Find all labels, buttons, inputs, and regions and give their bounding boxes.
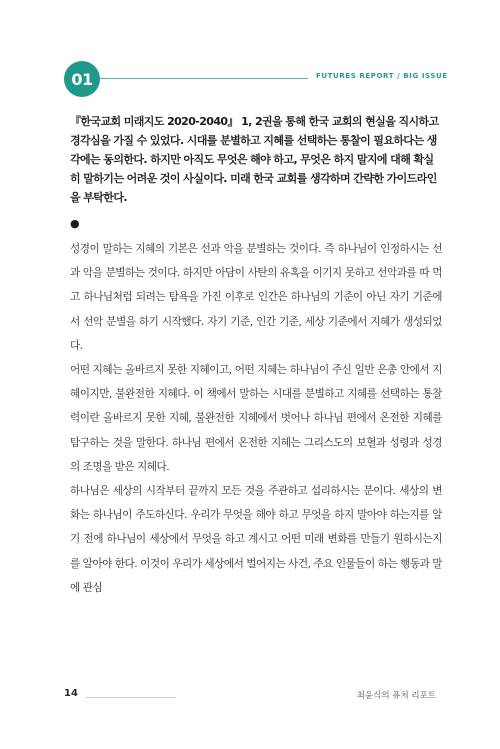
page-number: 14 xyxy=(64,688,78,699)
bullet-icon: ● xyxy=(70,217,80,230)
running-title: 최윤식의 퓨처 리포트 xyxy=(356,691,436,701)
header-divider xyxy=(100,78,308,79)
chapter-number-badge: 01 xyxy=(64,61,100,97)
lead-question: 『한국교회 미래지도 2020-2040』 1, 2권을 통해 한국 교회의 현실을 직시하고 경각심을 가질 수 있었다. 시대를 분별하고 지혜를 선택하는 통찰이 필요하다는 생각에는 동의한다. 하지만 아직도 무엇은 해야 하고, 무엇은 하지 말지에 대해 확실히 말하기는 어려운 것이 사실이다. 미래 한국 교회를 생각하며 간략한 가이드라인을 부탁한다. xyxy=(70,115,439,204)
body-paragraph: 어떤 지혜는 올바르지 못한 지혜이고, 어떤 지혜는 하나님이 주신 일반 은총 안에서 지혜이지만, 불완전한 지혜다. 이 책에서 말하는 시대를 분별하고 지혜를 선택하는 통찰력이란 올바르지 못한 지혜, 불완전한 지혜에서 벗어나 하나님 편에서 온전한 지혜를 탐구하는 것을 말한다. 하나님 편에서 온전한 지혜는 그리스도의 보혈과 성령과 성경의 조명을 받은 지혜다. xyxy=(70,364,442,473)
series-label: FUTURES REPORT / BIG ISSUE xyxy=(316,72,448,80)
body-text xyxy=(70,237,442,600)
body-paragraph: 성경이 말하는 지혜의 기본은 선과 악을 분별하는 것이다. 즉 하나님이 인정하시는 선과 악을 분별하는 것이다. 하지만 아담이 사탄의 유혹을 이기지 못하고 선악과를 따 먹고 하나님처럼 되려는 탐욕을 가진 이후로 인간은 하나님의 기준이 아닌 자기 기준에서 선악 분별을 하기 시작했다. 자기 기준, 인간 기준, 세상 기준에서 지혜가 생성되었다. xyxy=(70,243,442,352)
body-paragraph: 하나님은 세상의 시작부터 끝까지 모든 것을 주관하고 섭리하시는 분이다. 세상의 변화는 하나님이 주도하신다. 우리가 무엇을 해야 하고 무엇을 하지 말아야 하는지를 알기 전에 하나님이 세상에서 무엇을 하고 계시고 어떤 미래 변화를 만들기 원하시는지를 알아야 한다. 이것이 우리가 세상에서 벌어지는 사건, 주요 인물들이 하는 행동과 말에 관심 xyxy=(70,485,442,594)
footer-divider xyxy=(86,697,176,698)
